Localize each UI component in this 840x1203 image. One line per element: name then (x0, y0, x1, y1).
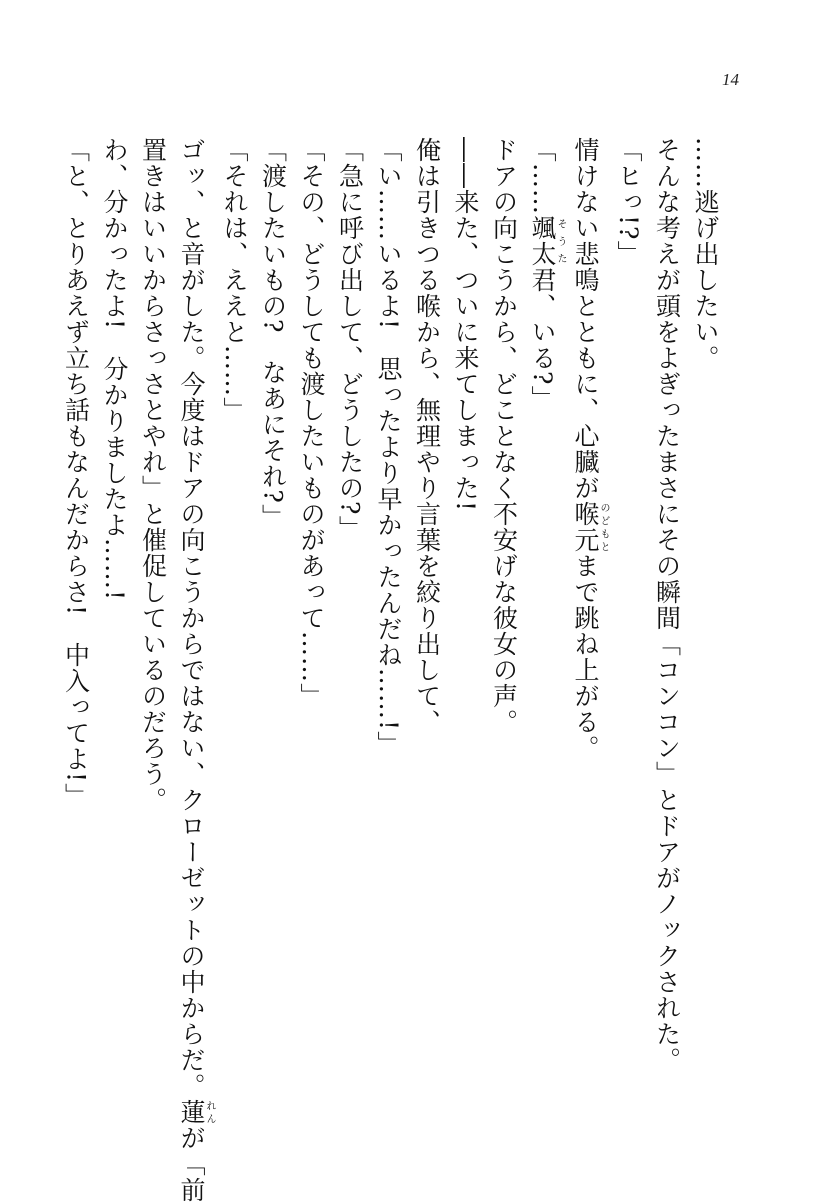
text-line (330, 137, 369, 1117)
text-segment: ドアの向こうから、どことなく不安げな彼女の声。 (489, 137, 519, 735)
text-line (133, 137, 172, 1117)
text-segment: 俺は引きつる喉から、無理やり言葉を絞り出して、 (412, 137, 442, 735)
text-line (253, 137, 292, 1117)
text-line (484, 137, 523, 1117)
text-segment: 「い……いるよ! 思ったより早かったんだね……!」 (374, 137, 403, 758)
text-line (609, 137, 648, 1117)
text-segment: 「渡したいもの? なあにそれ?」 (258, 137, 288, 530)
text-segment: 君、いる?」 (528, 267, 557, 412)
text-line (215, 137, 254, 1117)
ruby-base: 颯太 (528, 215, 557, 267)
text-segment: ゴッ、と音がした。今度はドアの向こうからではない、クローゼットの中からだ。 (177, 137, 206, 1099)
ruby-base: 蓮 (177, 1099, 206, 1125)
ruby-word (528, 215, 566, 267)
text-line (566, 137, 609, 1117)
ruby-reading: れん (204, 1099, 215, 1125)
text-line (369, 137, 408, 1117)
ruby-word (571, 501, 609, 553)
text-line (56, 137, 95, 1117)
text-segment: 「…… (528, 137, 557, 215)
text-segment: ……逃げ出したい。 (691, 137, 720, 371)
text-line (647, 137, 686, 1117)
text-line (292, 137, 331, 1117)
text-segment: 置きはいいからさっさとやれ」と催促しているのだろう。 (138, 137, 168, 813)
text-line (95, 137, 134, 1117)
text-segment: そんな考えが頭をよぎったまさにその瞬間「コンコン」とドアがノックされた。 (652, 137, 682, 1073)
text-line (523, 137, 566, 1117)
ruby-reading: のどもと (598, 501, 609, 553)
text-segment: 「と、とりあえず立ち話もなんだからさ! 中入ってよ!」 (61, 137, 91, 810)
text-line (686, 137, 725, 1117)
text-segment: 「急に呼び出して、どうしたの?」 (335, 137, 365, 542)
text-segment: まで跳ね上がる。 (571, 553, 600, 761)
text-line (172, 137, 215, 1203)
text-line (407, 137, 446, 1117)
ruby-base: 喉元 (571, 501, 600, 553)
ruby-reading: そうた (555, 215, 566, 267)
body-text (56, 137, 724, 1203)
text-segment: 「それは、ええと……」 (220, 137, 249, 423)
text-line (446, 137, 485, 1117)
text-segment: 「ヒっ!?」 (614, 137, 643, 267)
ruby-word (177, 1099, 215, 1125)
text-segment: 「その、どうしても渡したいものがあって……」 (297, 137, 326, 709)
text-segment: わ、分かったよ! 分かりましたよ……! (100, 137, 129, 602)
text-segment: 情けない悲鳴とともに、心臓が (571, 137, 600, 501)
text-segment: が「前 (177, 1125, 206, 1203)
page-number: 14 (722, 70, 739, 89)
text-segment: ――来た、ついに来てしまった! (451, 137, 480, 513)
